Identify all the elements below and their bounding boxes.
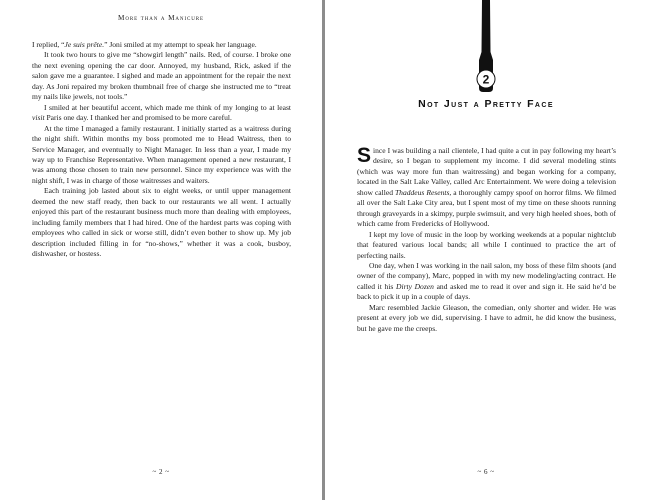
paragraph: It took two hours to give me “showgirl length” nails. Red, of course. I broke one the next evening opening the car door. Annoyed, my husband, Rick, asked if the salon gave me a guarantee. I sighed and made an appointment for the repair the next day. As Joni repaired my broken thumbnail free of charge she instructed me to “treat my nails like jewels, not tools.” bbox=[32, 50, 291, 102]
left-body-text bbox=[32, 40, 291, 260]
paragraph: Marc resembled Jackie Gleason, the comedian, only shorter and wider. He was present at every job we did, supervising. I have to admit, he did know the business, but he gave me the creeps. bbox=[357, 302, 616, 333]
left-page bbox=[0, 0, 322, 500]
paragraph: Since I was building a nail clientele, I had quite a cut in pay following my heart’s desire, so I began to supplement my income. I did several modeling stints (which was way more fun than waitressing) and began working for a company, located in the Salt Lake Valley, called Arc Entertainment. We were doing a television show called Thaddeus Resents, a thoroughly campy spoof on horror films. We filmed all over the Salt Lake City area, but I spent most of my time on these shoots running through graveyards in a skimpy, purple swimsuit, and very high heeled shoes, both of which came from Fredericks of Hollywood. bbox=[357, 144, 616, 229]
right-body-text bbox=[357, 146, 616, 334]
chapter-title: Not Just a Pretty Face bbox=[418, 98, 554, 110]
paragraph: Each training job lasted about six to eight weeks, or until upper management deemed the new staff ready, then back to our restaurants we all went. I actually enjoyed this part of the restaurant business much more than dealing with employees, including family members that I had hired. One of the hardest parts was coping with employees who called in sick or worse still, didn’t even bother to show up. My job description included filling in for “no-shows,” whether it was a cook, busboy, dishwasher, or hostess. bbox=[32, 186, 291, 259]
drop-cap: S bbox=[357, 144, 372, 167]
right-page bbox=[325, 0, 647, 500]
page-number: ~ 6 ~ bbox=[477, 468, 495, 476]
paragraph: I smiled at her beautiful accent, which made me think of my longing to at least visit Paris one day. I thanked her and promised to be more careful. bbox=[32, 102, 291, 123]
page-number: ~ 2 ~ bbox=[152, 468, 170, 476]
chapter-number: 2 bbox=[482, 72, 490, 87]
nail-polish-bottle-icon bbox=[466, 0, 506, 96]
running-head: More than a Manicure bbox=[118, 14, 204, 22]
paragraph: I replied, “Je suis prête.” Joni smiled at my attempt to speak her language. bbox=[32, 40, 257, 49]
paragraph: I kept my love of music in the loop by working weekends at a popular nightclub that featured various local bands; all while I continued to practice the art of perfecting nails. bbox=[357, 229, 616, 260]
paragraph: One day, when I was working in the nail salon, my boss of these film shoots (and owner of the company), Marc, popped in with my new modeling/acting contract. He called it his Dirty Dozen and asked me to read it over and sign it. He said he’d be back to pick it up in a couple of days. bbox=[357, 260, 616, 302]
paragraph: At the time I managed a family restaurant. I initially started as a waitress during the night shift. Within months my boss promoted me to Head Waitress, then to Service Manager, and eventually to Night Manager. In less than a year, I made my way up to Franchise Representative. When management opened a new restaurant, I was among those chosen to train new personnel. Since my experience was with the night shift, I was in charge of those waitresses and waiters. bbox=[32, 123, 291, 185]
